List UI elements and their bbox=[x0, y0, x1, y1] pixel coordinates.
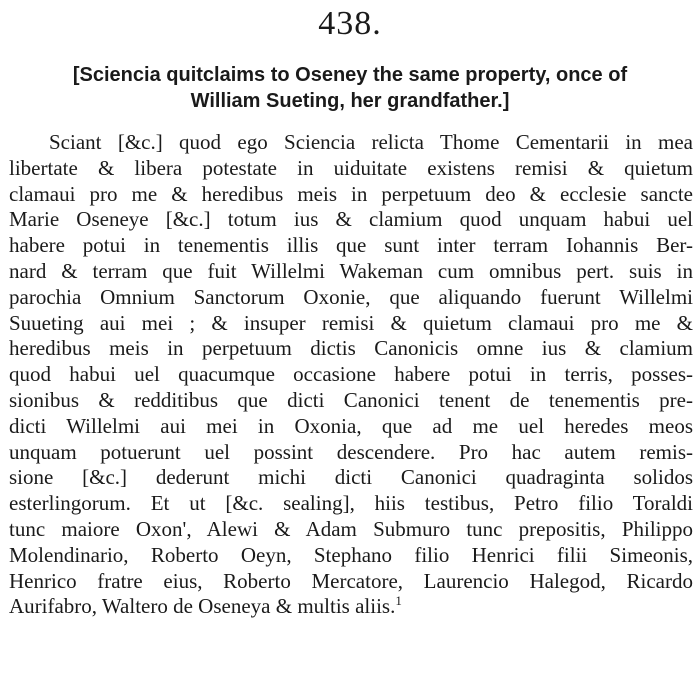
text-line: Sciant [&c.] quod ego Sciencia relicta Thome Cementarii in mea bbox=[49, 130, 693, 154]
page-number: 438. bbox=[318, 5, 382, 42]
text-line: Suueting aui mei ; & insuper remisi & quietum clamaui pro me & bbox=[9, 310, 693, 335]
text-line: libertate & libera potestate in uiduitate existens remisi & quietum bbox=[9, 155, 693, 180]
text-line: Molendinario, Roberto Oeyn, Stephano filio Henrici filii Simeonis, bbox=[9, 542, 693, 567]
charter-heading bbox=[0, 62, 700, 114]
text-line: Henrico fratre eius, Roberto Mercatore, Laurencio Halegod, Ricardo bbox=[9, 568, 693, 593]
heading-line: William Sueting, her grandfather.] bbox=[190, 90, 510, 112]
text-line: sionibus & redditibus que dicti Canonici tenent de tenementis pre- bbox=[9, 387, 693, 412]
text-line: heredibus meis in perpetuum dictis Canonicis omne ius & clamium bbox=[9, 336, 693, 361]
text-line: Marie Oseneye [&c.] totum ius & clamium quod unquam habui uel bbox=[9, 207, 693, 232]
text-line: esterlingorum. Et ut [&c. sealing], hiis testibus, Petro filio Toraldi bbox=[9, 491, 693, 516]
heading-line: [Sciencia quitclaims to Oseney the same property, once of bbox=[72, 64, 628, 86]
text-line: tunc maiore Oxon', Alewi & Adam Submuro tunc prepositis, Philippo bbox=[9, 516, 693, 541]
text-line: nard & terram que fuit Willelmi Wakeman cum omnibus pert. suis in bbox=[9, 258, 693, 283]
text-line-final bbox=[9, 594, 693, 620]
text-line: parochia Omnium Sanctorum Oxonie, que aliquando fuerunt Willelmi bbox=[9, 284, 693, 309]
text-line: clamaui pro me & heredibus meis in perpetuum deo & ecclesie sancte bbox=[9, 181, 693, 206]
text-line-content: Aurifabro, Waltero de Oseneya & multis aliis. bbox=[9, 594, 396, 619]
text-line: dicti Willelmi aui mei in Oxonia, que ad me uel heredes meos bbox=[9, 413, 693, 438]
footnote-marker: 1 bbox=[395, 593, 402, 609]
text-line: sione [&c.] dederunt michi dicti Canonici quadraginta solidos bbox=[9, 465, 693, 490]
text-line: unquam potuerunt uel possint descendere. Pro hac autem remis- bbox=[9, 439, 693, 464]
text-line: quod habui uel quacumque occasione habere potui in terris, posses- bbox=[9, 362, 693, 387]
text-line: habere potui in tenementis illis que sunt inter terram Iohannis Ber- bbox=[9, 233, 693, 258]
charter-text bbox=[9, 130, 693, 620]
